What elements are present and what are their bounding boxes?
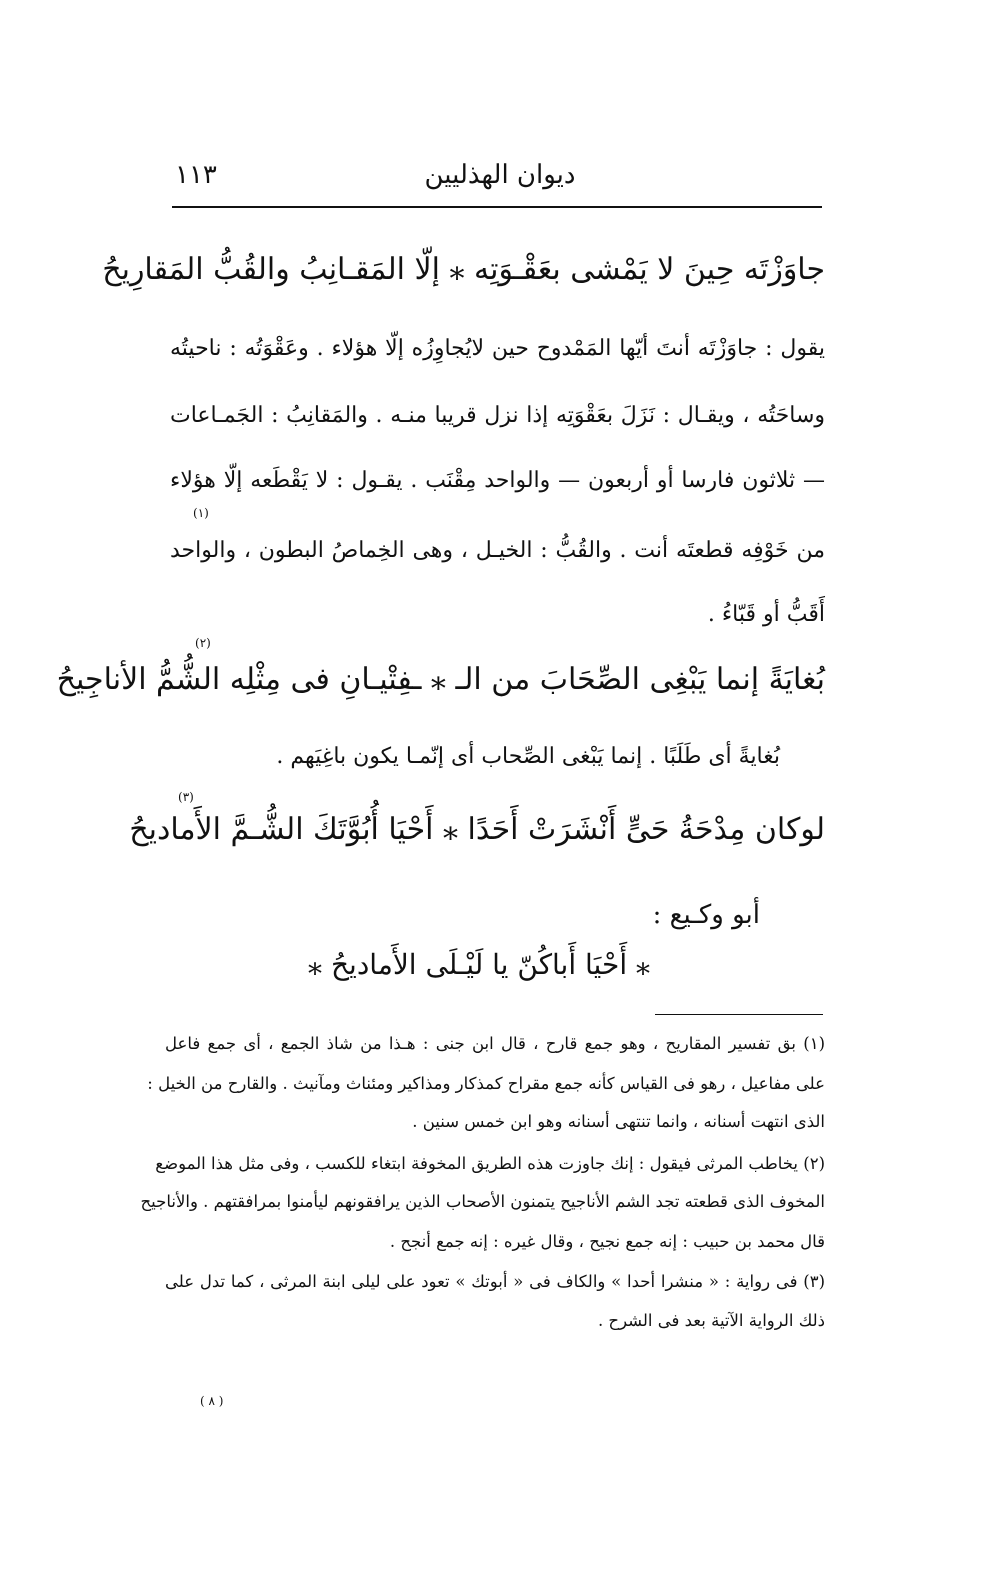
footnote-2-line: قال محمد بن حبيب : إنه جمع نجيح ، وقال غيره : إنه جمع أنجح . xyxy=(389,1232,825,1251)
footnote-2-line: (٢) يخاطب المرثى فيقول : إنك جاوزت هذه الطريق المخوفة ابتغاء للكسب ، وفى مثل هذا الموضع xyxy=(155,1154,825,1173)
commentary-line: وساحَتُه ، ويقـال : نَزَلَ بعَقْوَتِه إذا نزل قريبا منـه . والمَقانِبُ : الجَمـاعات xyxy=(170,403,825,428)
commentary-line: من خَوْفِه قطعتَه أنت . والقُبُّ : الخيـل ، وهى الخِماصُ البطون ، والواحد xyxy=(170,538,825,563)
footnote-marker: (١) xyxy=(193,506,209,520)
commentary-line: — ثلاثون فارسا أو أربعون — والواحد مِقْنَب . يقـول : لا يَقْطَعه إلّا هؤلاء xyxy=(170,468,825,493)
variant-verse: ⁎ أَحْيَا أَباكُنّ يا لَيْـلَى الأَماديحُ ⁎ xyxy=(308,948,650,981)
verse-3: لوكان مِدْحَةُ حَىٍّ أَنْشَرَتْ أَحَدًا ⁎ أَحْيَا أُبُوَّتَكَ الشُّـمَّ الأَماديحُ xyxy=(129,812,825,847)
page-number: ١١٣ xyxy=(175,160,217,190)
verse-1: جاوَزْتَه حِينَ لا يَمْشى بعَقْـوَتِه ⁎ إلّا المَقـانِبُ والقُبُّ المَقارِيحُ xyxy=(102,252,825,287)
header-rule xyxy=(172,206,822,208)
footnote-1-line: (١) بق تفسير المقاريح ، وهو جمع قارح ، قال ابن جنى : هـذا من شاذ الجمع ، أى جمع فاعل xyxy=(165,1034,825,1053)
running-title: ديوان الهذليين xyxy=(424,160,576,190)
footnote-3-line: (٣) فى رواية : « منشرا أحدا » والكاف فى « أبوتك » تعود على ليلى ابنة المرثى ، كما تدل على xyxy=(165,1272,825,1291)
footnote-marker: (٢) xyxy=(195,636,211,650)
verse-2: بُغايَةً إنما يَبْغِى الصِّحَابَ من الـ ⁎ ـفِتْيـانِ فى مِثْلِه الشُّمُّ الأناجِيحُ xyxy=(56,662,825,697)
footnote-2-line: المخوف الذى قطعته تجد الشم الأناجيح يتمنون الأصحاب الذين يرافقونهم ليأمنوا بمرافقتهم . والأناجيح xyxy=(140,1192,825,1211)
footnote-1-line: الذى انتهت أسنانه ، وانما تنتهى أسنانه وهو ابن خمس سنين . xyxy=(412,1112,825,1131)
footnote-1-line: على مفاعيل ، رهو فى القياس كأنه جمع مقراح كمذكار ومذاكير ومئناث ومآنيث . والقارح من الخيل : xyxy=(147,1074,825,1093)
commentary-line: بُغايةً أى طَلَبًا . إنما يَبْغى الصِّحاب أى إنّمـا يكون باغِيَهم . xyxy=(276,744,780,769)
commentary-line: أَقَبُّ أو قَبّاءُ . xyxy=(707,602,825,627)
footnote-marker: (٣) xyxy=(178,790,194,804)
signature-mark: ( ٨ ) xyxy=(200,1394,224,1408)
footnote-3-line: ذلك الرواية الآتية بعد فى الشرح . xyxy=(597,1311,825,1330)
commentary-line: يقول : جاوَزْتَه أنتَ أيّها المَمْدوح حين لايُجاوِزُه إلّا هؤلاء . وعَقْوَتُه : ناحيتُه xyxy=(170,336,825,361)
footnote-rule xyxy=(655,1014,823,1015)
variant-intro: أبو وكـيع : xyxy=(652,900,760,930)
